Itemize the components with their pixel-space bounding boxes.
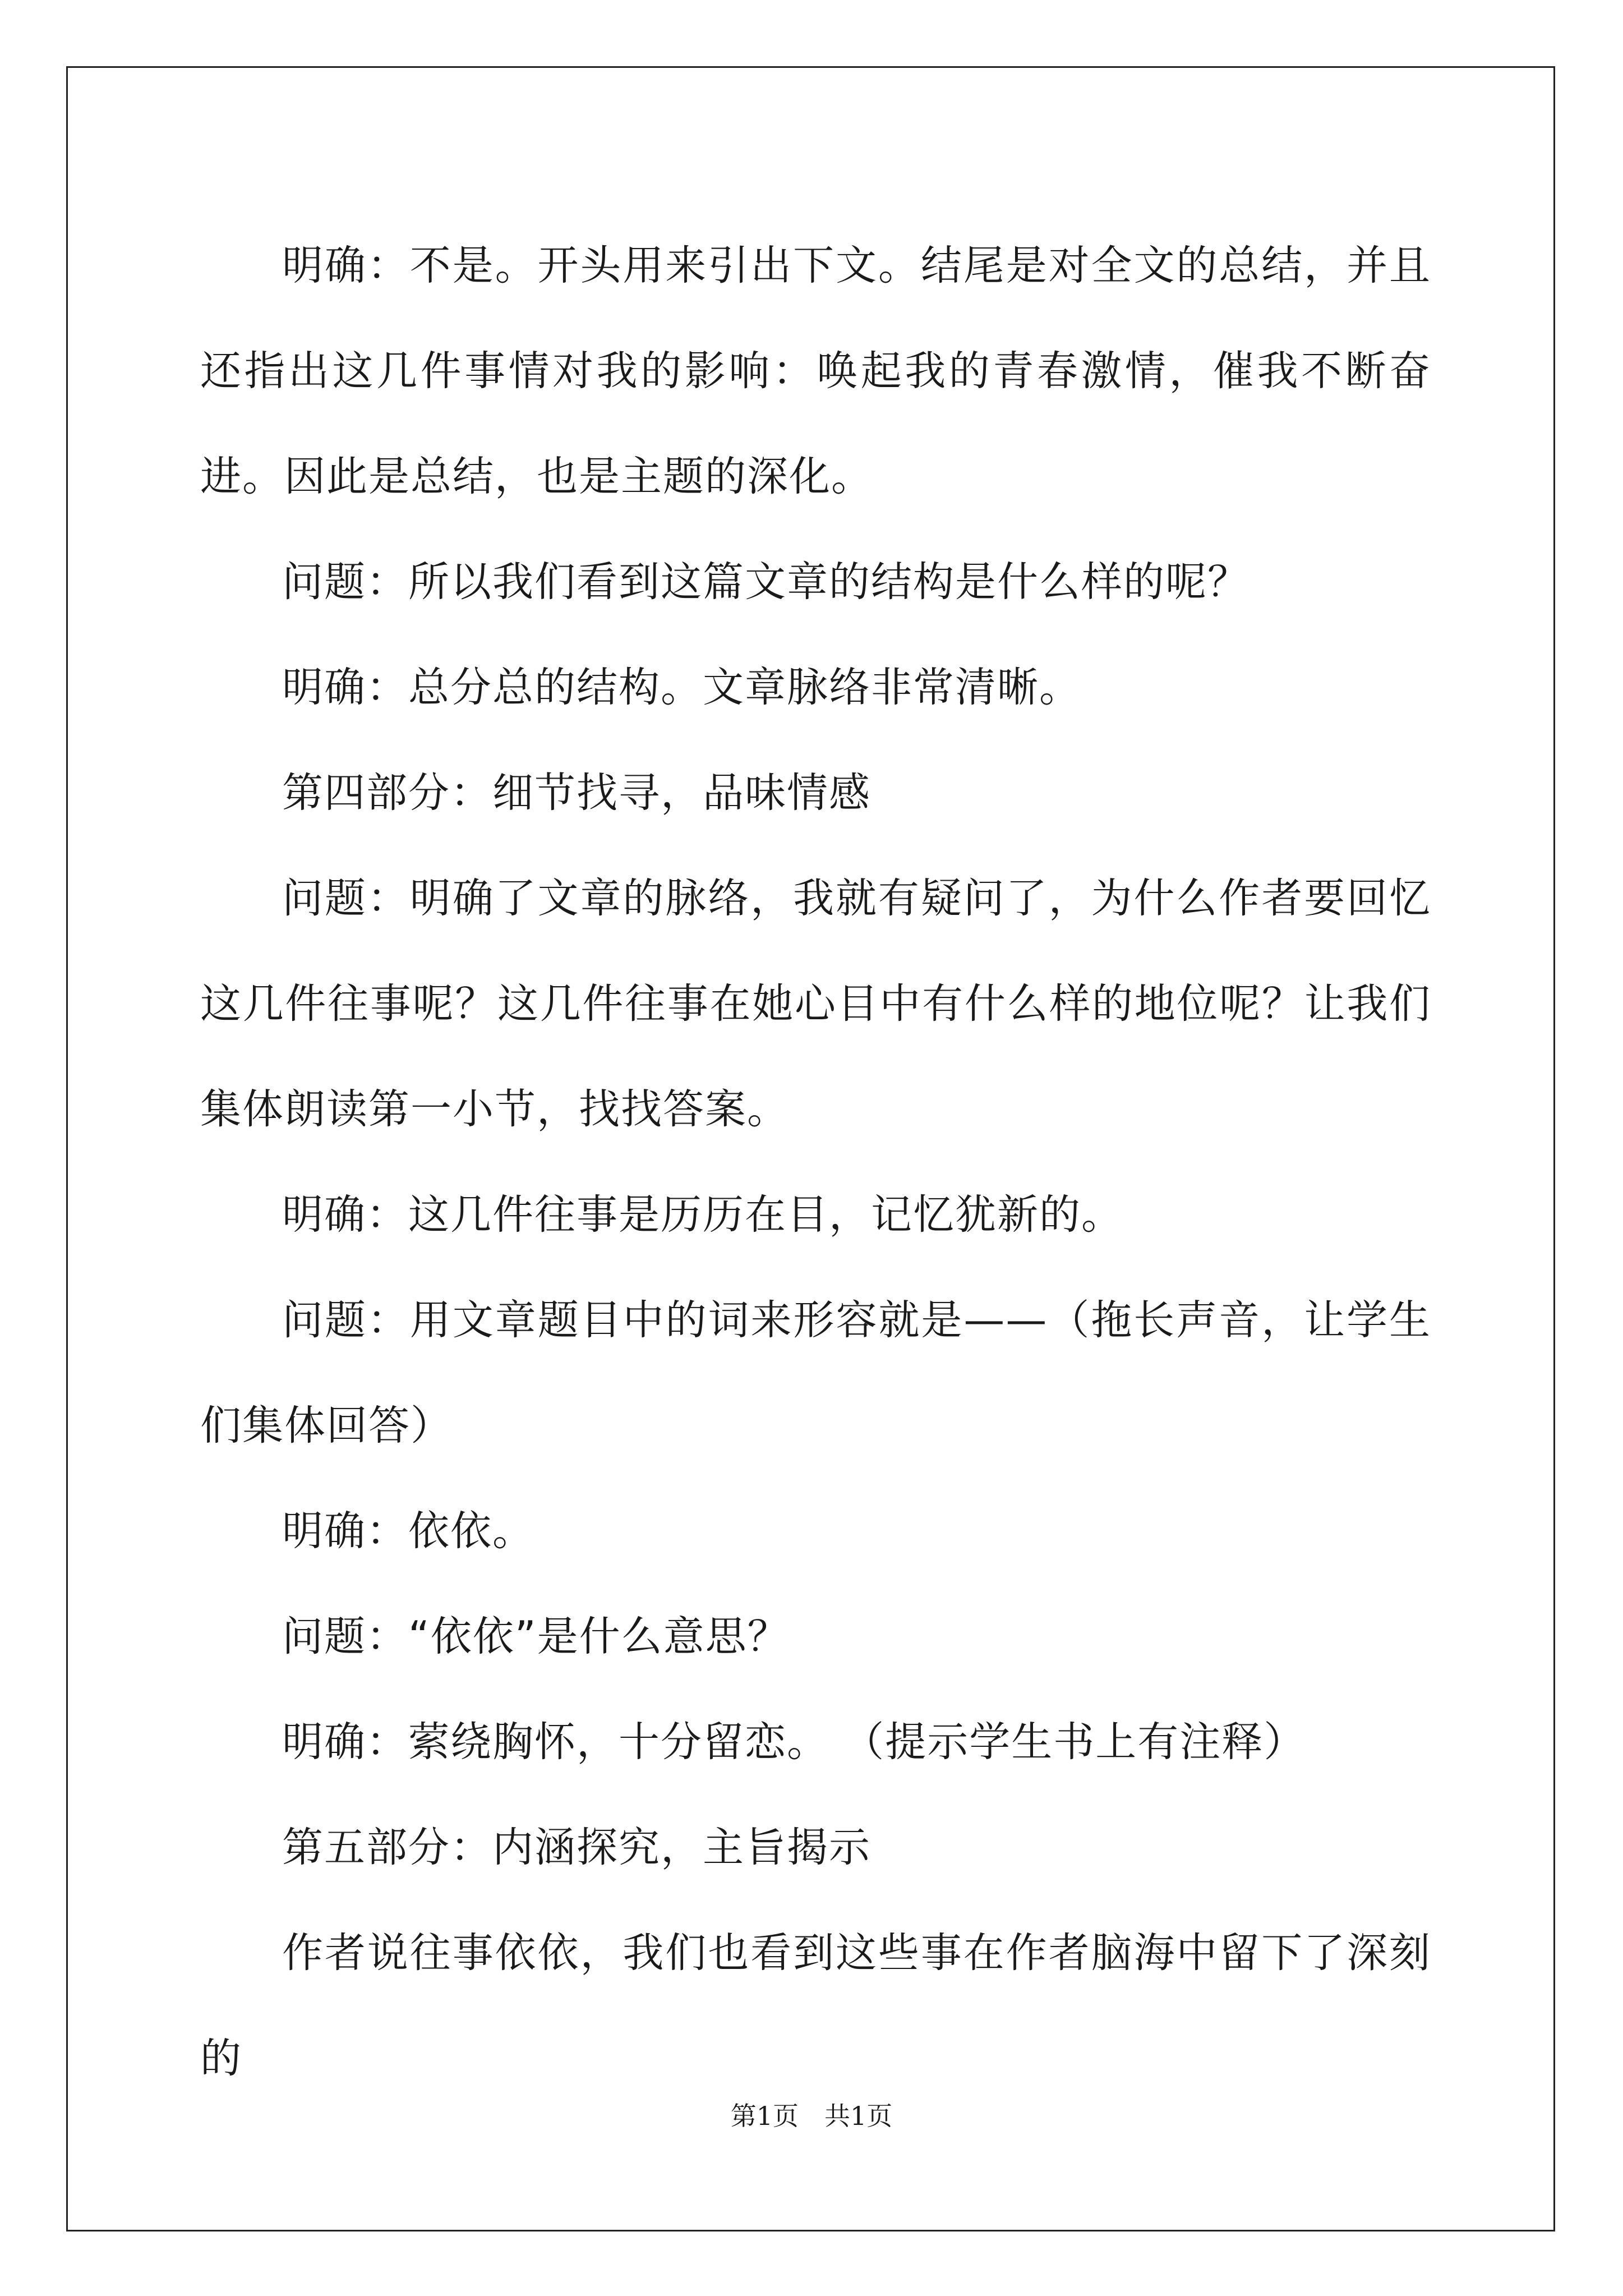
section-heading: 第四部分：细节找寻，品味情感 — [282, 769, 871, 817]
paragraph: 明确：总分总的结构。文章脉络非常清晰。 — [282, 664, 1081, 711]
paragraph: 问题：所以我们看到这篇文章的结构是什么样的呢？ — [282, 558, 1249, 606]
paragraph: 明确：萦绕胸怀，十分留恋。 （提示学生书上有注释） — [282, 1718, 1306, 1766]
page-current: 第1页 — [730, 2101, 799, 2131]
section-heading: 第五部分：内涵探究，主旨揭示 — [282, 1824, 871, 1871]
paragraph: 明确：依依。 — [282, 1507, 534, 1555]
paragraph: 明确：不是。开头用来引出下文。结尾是对全文的总结，并且还指出这几件事情对我的影响：唤起我的青春激情，催我不断奋进。因此是总结，也是主题的深化。 — [200, 242, 1431, 500]
document-body — [200, 213, 1431, 2111]
paragraph: 问题：明确了文章的脉络，我就有疑问了，为什么作者要回忆这几件往事呢？这几件往事在她心目中有什么样的地位呢？让我们集体朗读第一小节，找找答案。 — [200, 875, 1431, 1133]
paragraph: 问题：用文章题目中的词来形容就是——（拖长声音，让学生们集体回答） — [200, 1296, 1431, 1450]
page-footer — [0, 2099, 1623, 2133]
page-total: 共1页 — [824, 2101, 893, 2131]
paragraph: 明确：这几件往事是历历在目，记忆犹新的。 — [282, 1191, 1123, 1239]
paragraph: 问题：“依依”是什么意思？ — [282, 1613, 790, 1660]
paragraph: 作者说往事依依，我们也看到这些事在作者脑海中留下了深刻的 — [200, 1929, 1431, 2082]
